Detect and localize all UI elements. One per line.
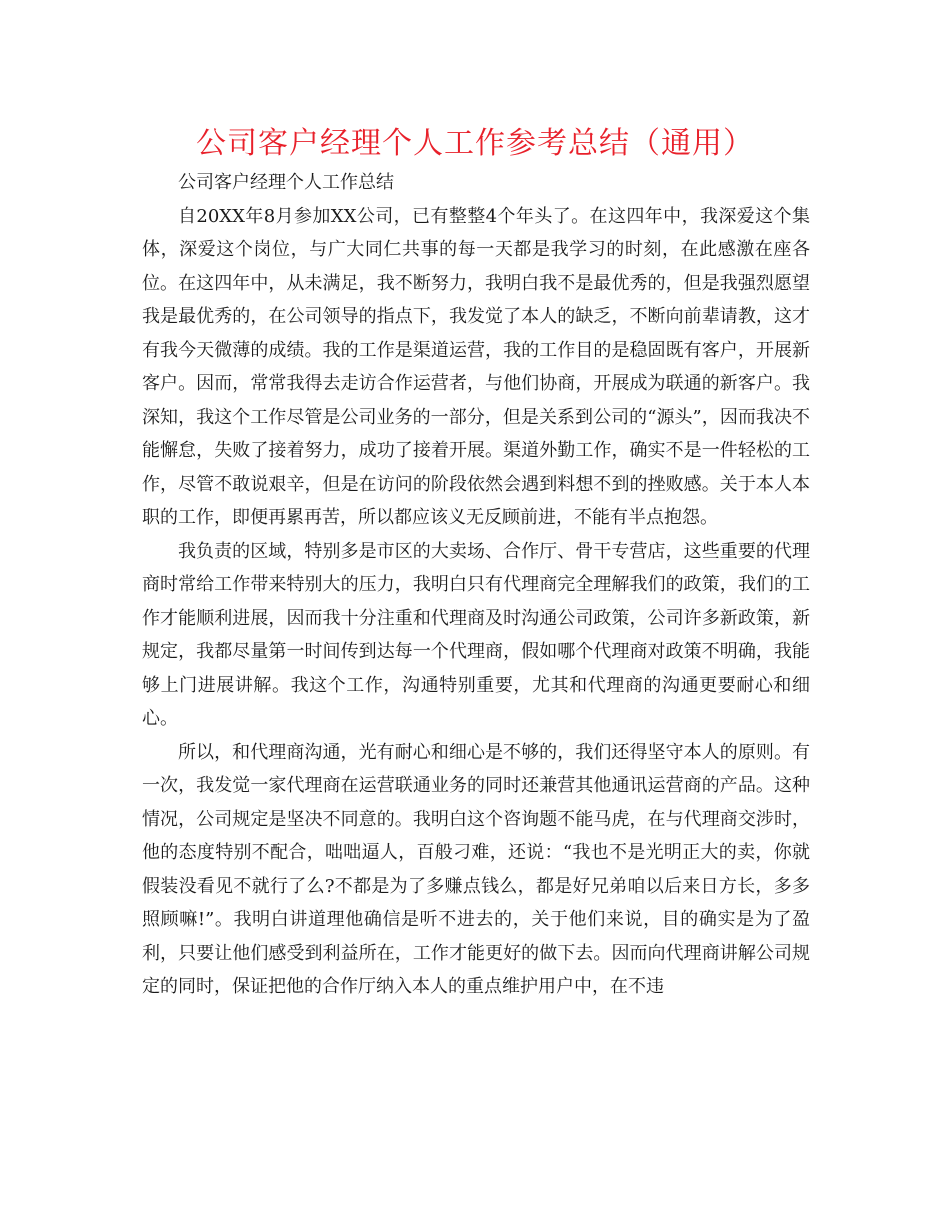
document-title: 公司客户经理个人工作参考总结（通用）	[196, 126, 754, 161]
document-body	[142, 166, 810, 1004]
document-subtitle: 公司客户经理个人工作总结	[178, 172, 394, 193]
paragraph-1: 自20XX年8月参加XX公司，已有整整4个年头了。在这四年中，我深爱这个集体，深爱这个岗位，与广大同仁共事的每一天都是我学习的时刻，在此感激在座各位。在这四年中，从未满足，我不断努力，我明白我不是最优秀的，但是我强烈愿望我是最优秀的，在公司领导的指点下，我发觉了本人的缺乏，不断向前辈请教，这才有我今天微薄的成绩。我的工作是渠道运营，我的工作目的是稳固既有客户，开展新客户。因而，常常我得去走访合作运营者，与他们协商，开展成为联通的新客户。我深知，我这个工作尽管是公司业务的一部分，但是关系到公司的“源头”，因而我决不能懈怠，失败了接着努力，成功了接着开展。渠道外勤工作，确实不是一件轻松的工作，尽管不敢说艰辛，但是在访问的阶段依然会遇到料想不到的挫败感。关于本人本职的工作，即便再累再苦，所以都应该义无反顾前进，不能有半点抱怨。	[142, 205, 810, 528]
paragraph-3: 所以，和代理商沟通，光有耐心和细心是不够的，我们还得坚守本人的原则。有一次，我发觉一家代理商在运营联通业务的同时还兼营其他通讯运营商的产品。这种情况，公司规定是坚决不同意的。我明白这个咨询题不能马虎，在与代理商交涉时，他的态度特别不配合，咄咄逼人，百般刁难，还说：“我也不是光明正大的卖，你就假装没看见不就行了么?不都是为了多赚点钱么，都是好兄弟咱以后来日方长，多多照顾嘛!”。我明白讲道理他确信是听不进去的，关于他们来说，目的确实是为了盈利，只要让他们感受到利益所在，工作才能更好的做下去。因而向代理商讲解公司规定的同时，保证把他的合作厅纳入本人的重点维护用户中，在不违	[142, 741, 810, 997]
paragraph-2: 我负责的区域，特别多是市区的大卖场、合作厅、骨干专营店，这些重要的代理商时常给工作带来特别大的压力，我明白只有代理商完全理解我们的政策，我们的工作才能顺利进展，因而我十分注重和代理商及时沟通公司政策，公司许多新政策，新规定，我都尽量第一时间传到达每一个代理商，假如哪个代理商对政策不明确，我能够上门进展讲解。我这个工作，沟通特别重要，尤其和代理商的沟通更要耐心和细心。	[142, 540, 810, 729]
